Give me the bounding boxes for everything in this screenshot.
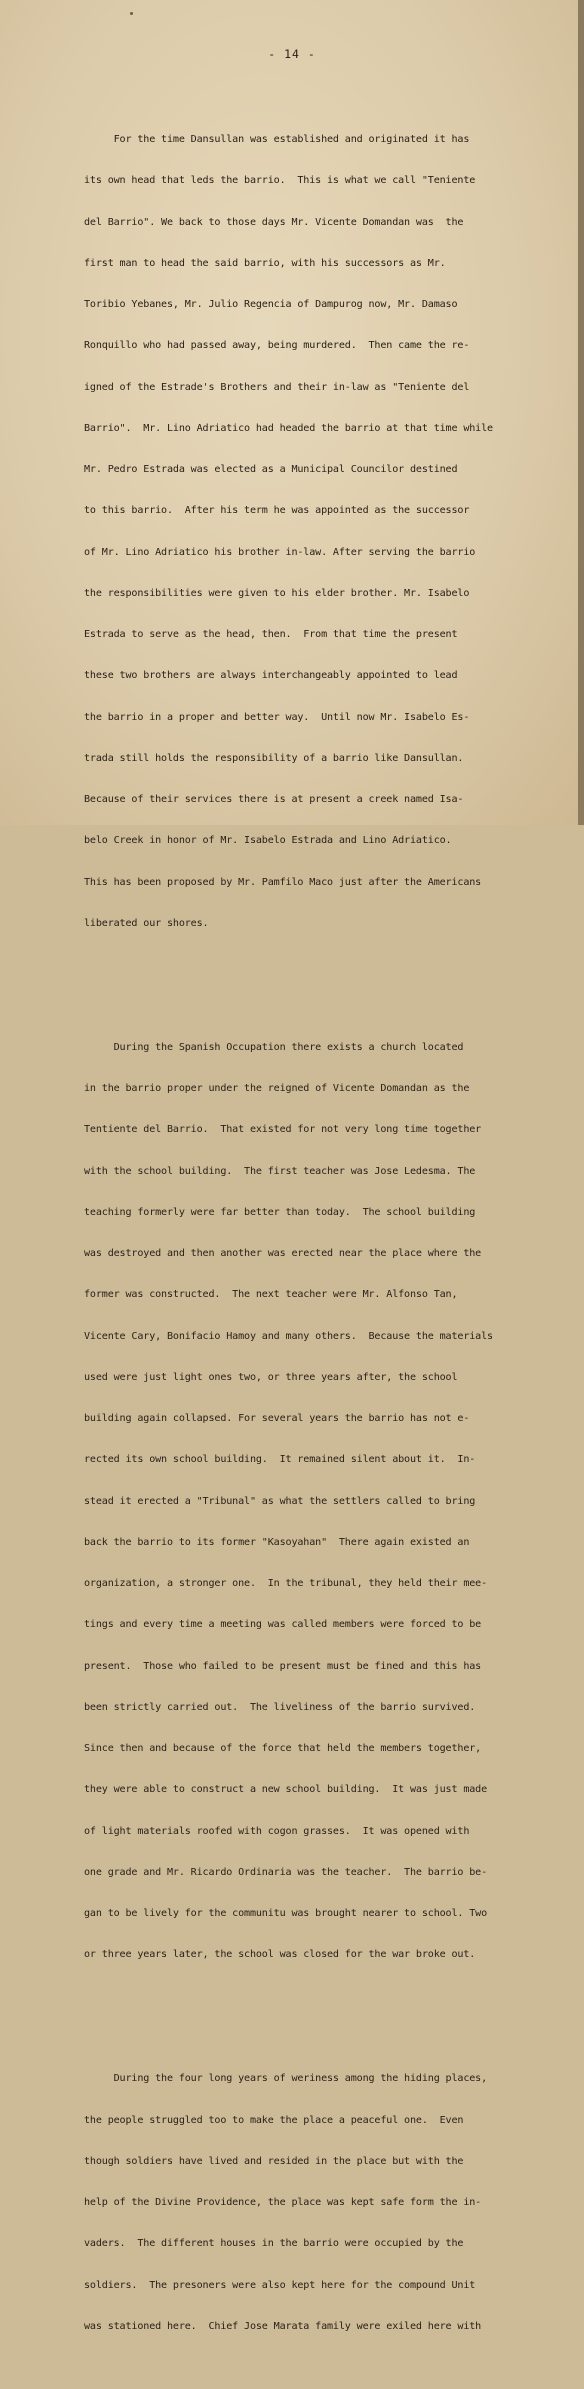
- text-line: Because of their services there is at present a creek named Isa-: [84, 794, 464, 805]
- text-line: was stationed here. Chief Jose Marata family were exiled here with: [84, 2320, 482, 2332]
- text-line: Mr. Pedro Estrada was elected as a Municipal Councilor destined: [84, 464, 458, 475]
- text-line: teaching formerly were far better than today. The school building: [84, 1206, 476, 1218]
- text-line: Ronquillo who had passed away, being murdered. Then came the re-: [84, 340, 470, 352]
- text-line: liberated our shores.: [84, 917, 209, 929]
- text-line: present. Those who failed to be present must be fined and this has: [84, 1660, 482, 1672]
- text-line: Toribio Yebanes, Mr. Julio Regencia of Dampurog now, Mr. Damaso: [84, 299, 458, 310]
- text-line: igned of the Estrade's Brothers and their in-law as "Teniente del: [84, 381, 470, 393]
- text-line: used were just light ones two, or three years after, the school: [84, 1371, 458, 1383]
- text-line: organization, a stronger one. In the tribunal, they held their mee-: [84, 1578, 488, 1589]
- paper-speck: [130, 12, 133, 15]
- text-line: gan to be lively for the communitu was brought nearer to school. Two: [84, 1908, 488, 1919]
- text-line: in the barrio proper under the reigned of Vicente Domandan as the: [84, 1083, 470, 1094]
- text-line: one grade and Mr. Ricardo Ordinaria was the teacher. The barrio be-: [84, 1866, 488, 1878]
- paragraph-2: [84, 1013, 554, 1989]
- text-line: During the Spanish Occupation there exists a church located: [84, 1041, 464, 1053]
- text-line: of Mr. Lino Adriatico his brother in-law. After serving the barrio: [84, 546, 476, 558]
- text-line: building again collapsed. For several years the barrio has not e-: [84, 1413, 470, 1424]
- text-line: been strictly carried out. The liveliness of the barrio survived.: [84, 1701, 476, 1713]
- page-number: - 14 -: [268, 47, 316, 61]
- document-body: [84, 78, 554, 2389]
- text-line: of light materials roofed with cogon grasses. It was opened with: [84, 1825, 470, 1837]
- text-line: del Barrio". We back to those days Mr. Vicente Domandan was the: [84, 216, 464, 228]
- text-line: For the time Dansullan was established and originated it has: [84, 134, 470, 145]
- text-line: help of the Divine Providence, the place was kept safe form the in-: [84, 2197, 482, 2208]
- paragraph-1: [84, 106, 554, 959]
- text-line: former was constructed. The next teacher were Mr. Alfonso Tan,: [84, 1289, 458, 1301]
- text-line: stead it erected a "Tribunal" as what the settlers called to bring: [84, 1495, 476, 1507]
- text-line: or three years later, the school was closed for the war broke out.: [84, 1949, 476, 1961]
- text-line: the barrio in a proper and better way. Until now Mr. Isabelo Es-: [84, 711, 470, 723]
- text-line: they were able to construct a new school building. It was just made: [84, 1784, 488, 1796]
- text-line: the people struggled too to make the place a peaceful one. Even: [84, 2114, 464, 2126]
- text-line: the responsibilities were given to his elder brother. Mr. Isabelo: [84, 587, 470, 599]
- text-line: vaders. The different houses in the barrio were occupied by the: [84, 2238, 464, 2250]
- text-line: rected its own school building. It remained silent about it. In-: [84, 1454, 476, 1466]
- text-line: soldiers. The presoners were also kept here for the compound Unit: [84, 2279, 476, 2291]
- text-line: belo Creek in honor of Mr. Isabelo Estrada and Lino Adriatico.: [84, 835, 452, 847]
- text-line: though soldiers have lived and resided in the place but with the: [84, 2155, 464, 2167]
- text-line: these two brothers are always interchangeably appointed to lead: [84, 670, 458, 682]
- paragraph-3: [84, 2045, 554, 2361]
- text-line: Tentiente del Barrio. That existed for not very long time together: [84, 1124, 482, 1136]
- text-line: Since then and because of the force that held the members together,: [84, 1743, 482, 1754]
- text-line: back the barrio to its former "Kasoyahan" There again existed an: [84, 1536, 470, 1548]
- text-line: its own head that leds the barrio. This is what we call "Teniente: [84, 175, 476, 187]
- text-line: Barrio". Mr. Lino Adriatico had headed the barrio at that time while: [84, 422, 493, 434]
- page-edge-shadow: [578, 0, 584, 825]
- text-line: with the school building. The first teacher was Jose Ledesma. The: [84, 1165, 476, 1177]
- text-line: trada still holds the responsibility of a barrio like Dansullan.: [84, 752, 464, 764]
- text-line: tings and every time a meeting was called members were forced to be: [84, 1619, 482, 1631]
- text-line: was destroyed and then another was erected near the place where the: [84, 1248, 482, 1259]
- text-line: Estrada to serve as the head, then. From that time the present: [84, 629, 458, 640]
- text-line: first man to head the said barrio, with his successors as Mr.: [84, 257, 446, 269]
- text-line: During the four long years of weriness among the hiding places,: [84, 2073, 488, 2085]
- text-line: Vicente Cary, Bonifacio Hamoy and many others. Because the materials: [84, 1330, 493, 1342]
- text-line: to this barrio. After his term he was appointed as the successor: [84, 505, 470, 517]
- text-line: This has been proposed by Mr. Pamfilo Maco just after the Americans: [84, 876, 482, 888]
